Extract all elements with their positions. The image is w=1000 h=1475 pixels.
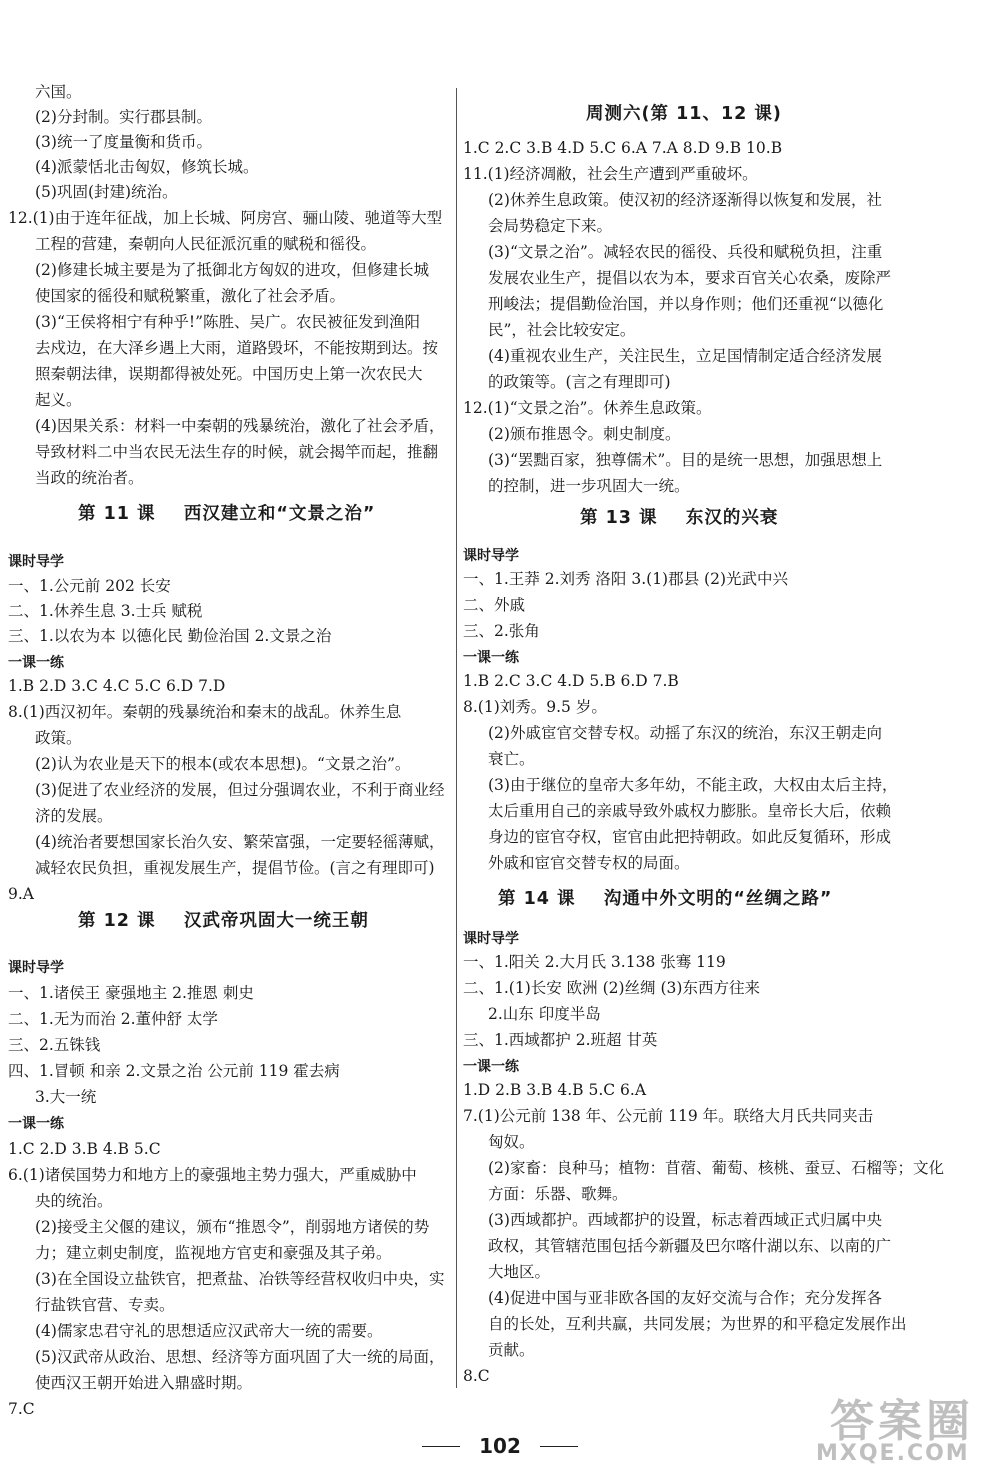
guide-label: 课时导学	[463, 548, 519, 564]
answer-line: 一、1.阳关 2.大月氏 3.138 张骞 119	[463, 953, 726, 971]
answer-line: 行盐铁官营、专卖。	[35, 1296, 175, 1314]
answer-line: 四、1.冒顿 和亲 2.文景之治 公元前 119 霍去病	[8, 1062, 340, 1080]
answer-line: (2)颁布推恩令。刺史制度。	[488, 425, 681, 443]
answer-line: 政策。	[35, 729, 82, 747]
answer-line: 三、1.以农为本 以德化民 勤俭治国 2.文景之治	[8, 627, 332, 645]
answer-line: (3)“文景之治”。减轻农民的徭役、兵役和赋税负担，注重	[488, 243, 883, 261]
answer-line: 自的长处，互利共赢，共同发展；为世界的和平稳定发展作出	[488, 1315, 907, 1333]
answer-line: (3)“罢黜百家，独尊儒术”。目的是统一思想，加强思想上	[488, 451, 883, 469]
answer-line: (2)家畜：良种马；植物：苜蓿、葡萄、核桃、蚕豆、石榴等；文化	[488, 1159, 944, 1177]
answer-line: 8.(1)西汉初年。秦朝的残暴统治和秦末的战乱。休养生息	[8, 703, 402, 721]
answer-line: (4)统治者要想国家长治久安、繁荣富强，一定要轻徭薄赋，	[35, 833, 445, 851]
answer-line: 起义。	[35, 391, 82, 409]
answer-line: 减轻农民负担，重视发展生产，提倡节俭。(言之有理即可)	[35, 859, 435, 877]
answer-line: 照秦朝法律，误期都得被处死。中国历史上第一次农民大	[35, 365, 423, 383]
answer-line: 政权，其管辖范围包括今新疆及巴尔喀什湖以东、以南的广	[488, 1237, 892, 1255]
practice-label: 一课一练	[8, 655, 64, 671]
lesson-12-title: 第 12 课 汉武帝巩固大一统王朝	[78, 911, 369, 931]
answer-line: 工程的营建，秦朝向人民征派沉重的赋税和徭役。	[35, 235, 377, 253]
answer-line: 二、1.休养生息 3.士兵 赋税	[8, 602, 203, 620]
answer-line: 3.大一统	[35, 1088, 97, 1106]
answer-line: 9.A	[8, 885, 34, 903]
answer-line: 匈奴。	[488, 1133, 535, 1151]
answer-line: 贡献。	[488, 1341, 535, 1359]
answer-line: 刑峻法；提倡勤俭治国，并以身作则；他们还重视“以德化	[488, 295, 884, 313]
answer-line: 太后重用自己的亲戚导致外戚权力膨胀。皇帝长大后，依赖	[488, 802, 892, 820]
answer-line: 六国。	[35, 83, 82, 101]
answer-line: 三、1.西域都护 2.班超 甘英	[463, 1031, 658, 1049]
answer-line: 三、2.张角	[463, 622, 540, 640]
answer-line: (3)促进了农业经济的发展，但过分强调农业，不利于商业经	[35, 781, 445, 799]
answer-line: (3)由于继位的皇帝大多年幼，不能主政，大权由太后主持，	[488, 776, 898, 794]
answer-line: 三、2.五铢钱	[8, 1036, 101, 1054]
column-divider	[456, 88, 457, 1388]
answer-line: 12.(1)由于连年征战，加上长城、阿房宫、骊山陵、驰道等大型	[8, 209, 443, 227]
answer-line: 济的发展。	[35, 807, 113, 825]
answer-line: (3)在全国设立盐铁官，把煮盐、冶铁等经营权收归中央，实	[35, 1270, 445, 1288]
answer-line: 衰亡。	[488, 750, 535, 768]
answer-line: (3)“王侯将相宁有种乎!”陈胜、吴广。农民被征发到渔阳	[35, 313, 421, 331]
answer-line: (2)外戚宦官交替专权。动摇了东汉的统治，东汉王朝走向	[488, 724, 882, 742]
answer-line: (2)分封制。实行郡县制。	[35, 108, 212, 126]
answer-line: (4)促进中国与亚非欧各国的友好交流与合作；充分发挥各	[488, 1289, 882, 1307]
answer-line: 7.(1)公元前 138 年、公元前 119 年。联络大月氏共同夹击	[463, 1107, 874, 1125]
answer-line: (5)汉武帝从政治、思想、经济等方面巩固了大一统的局面，	[35, 1348, 445, 1366]
answer-line: (3)西域都护。西域都护的设置，标志着西域正式归属中央	[488, 1211, 882, 1229]
answer-line: 二、外戚	[463, 596, 526, 614]
practice-label: 一课一练	[463, 650, 519, 666]
weekly-test-title: 周测六(第 11、12 课)	[586, 104, 782, 124]
guide-label: 课时导学	[8, 960, 64, 976]
guide-label: 课时导学	[463, 931, 519, 947]
answer-line: 去戍边，在大泽乡遇上大雨，道路毁坏，不能按期到达。按	[35, 339, 439, 357]
answer-line: 8.(1)刘秀。9.5 岁。	[463, 698, 607, 716]
answer-line: 力；建立刺史制度，监视地方官吏和豪强及其子弟。	[35, 1244, 392, 1262]
lesson-11-title: 第 11 课 西汉建立和“文景之治”	[78, 504, 376, 524]
answer-line: 1.C 2.D 3.B 4.B 5.C	[8, 1140, 161, 1158]
answer-line: 2.山东 印度半岛	[488, 1005, 601, 1023]
answer-line: 一、1.公元前 202 长安	[8, 577, 171, 595]
answer-line: (2)接受主父偃的建议，颁布“推恩令”，削弱地方诸侯的势	[35, 1218, 430, 1236]
answer-line: 的控制，进一步巩固大一统。	[488, 477, 690, 495]
answer-line: (2)休养生息政策。使汉初的经济逐渐得以恢复和发展，社	[488, 191, 882, 209]
answer-line: (2)修建长城主要是为了抵御北方匈奴的进攻，但修建长城	[35, 261, 429, 279]
answer-line: 11.(1)经济凋敝，社会生产遭到严重破坏。	[463, 165, 758, 183]
answer-line: 的政策等。(言之有理即可)	[488, 373, 671, 391]
answer-line: 1.D 2.B 3.B 4.B 5.C 6.A	[463, 1081, 647, 1099]
answer-line: 1.B 2.D 3.C 4.C 5.C 6.D 7.D	[8, 677, 226, 695]
answer-line: (4)重视农业生产，关注民生，立足国情制定适合经济发展	[488, 347, 882, 365]
answer-line: 发展农业生产，提倡以农为本，要求百官关心农桑，废除严	[488, 269, 892, 287]
answer-line: 方面：乐器、歌舞。	[488, 1185, 628, 1203]
footer-rule-left	[422, 1446, 460, 1447]
watermark-logo	[810, 1385, 990, 1470]
answer-line: 身边的宦官夺权，宦官由此把持朝政。如此反复循环，形成	[488, 828, 892, 846]
answer-line: 1.B 2.C 3.C 4.D 5.B 6.D 7.B	[463, 672, 679, 690]
footer-rule-right	[540, 1446, 578, 1447]
answer-line: 一、1.诸侯王 豪强地主 2.推恩 刺史	[8, 984, 254, 1002]
answer-line: 外戚和宦官交替专权的局面。	[488, 854, 690, 872]
answer-line: 一、1.王莽 2.刘秀 洛阳 3.(1)郡县 (2)光武中兴	[463, 570, 788, 588]
answer-line: (4)儒家忠君守礼的思想适应汉武帝大一统的需要。	[35, 1322, 383, 1340]
answer-line: 民”，社会比较安定。	[488, 321, 636, 339]
lesson-14-title: 第 14 课 沟通中外文明的“丝绸之路”	[498, 889, 833, 909]
answer-line: (4)派蒙恬北击匈奴，修筑长城。	[35, 158, 259, 176]
answer-line: 12.(1)“文景之治”。休养生息政策。	[463, 399, 712, 417]
answer-line: (5)巩固(封建)统治。	[35, 183, 178, 201]
lesson-13-title: 第 13 课 东汉的兴衰	[580, 508, 779, 528]
answer-line: 1.C 2.C 3.B 4.D 5.C 6.A 7.A 8.D 9.B 10.B	[463, 139, 783, 157]
answer-line: 会局势稳定下来。	[488, 217, 613, 235]
watermark-text: 答案圈	[830, 1396, 974, 1447]
page-number: 102	[479, 1434, 521, 1458]
answer-line: 二、1.无为而治 2.董仲舒 太学	[8, 1010, 218, 1028]
answer-line: 使国家的徭役和赋税繁重，激化了社会矛盾。	[35, 287, 346, 305]
answer-line: 当政的统治者。	[35, 469, 144, 487]
answer-line: 8.C	[463, 1367, 490, 1385]
answer-line: (2)认为农业是天下的根本(或农本思想)。“文景之治”。	[35, 755, 411, 773]
guide-label: 课时导学	[8, 554, 64, 570]
practice-label: 一课一练	[463, 1059, 519, 1075]
answer-line: 7.C	[8, 1400, 35, 1418]
page-number-footer	[400, 1434, 600, 1458]
answer-line: 央的统治。	[35, 1192, 113, 1210]
answer-line: 6.(1)诸侯国势力和地方上的豪强地主势力强大，严重威胁中	[8, 1166, 417, 1184]
answer-line: (4)因果关系：材料一中秦朝的残暴统治，激化了社会矛盾，	[35, 417, 445, 435]
answer-line: (3)统一了度量衡和货币。	[35, 133, 212, 151]
answer-line: 大地区。	[488, 1263, 551, 1281]
practice-label: 一课一练	[8, 1116, 64, 1132]
answer-line: 导致材料二中当农民无法生存的时候，就会揭竿而起，推翻	[35, 443, 439, 461]
answer-line: 使西汉王朝开始进入鼎盛时期。	[35, 1374, 253, 1392]
watermark-url: MXQE.COM	[816, 1441, 970, 1466]
answer-line: 二、1.(1)长安 欧洲 (2)丝绸 (3)东西方往来	[463, 979, 760, 997]
